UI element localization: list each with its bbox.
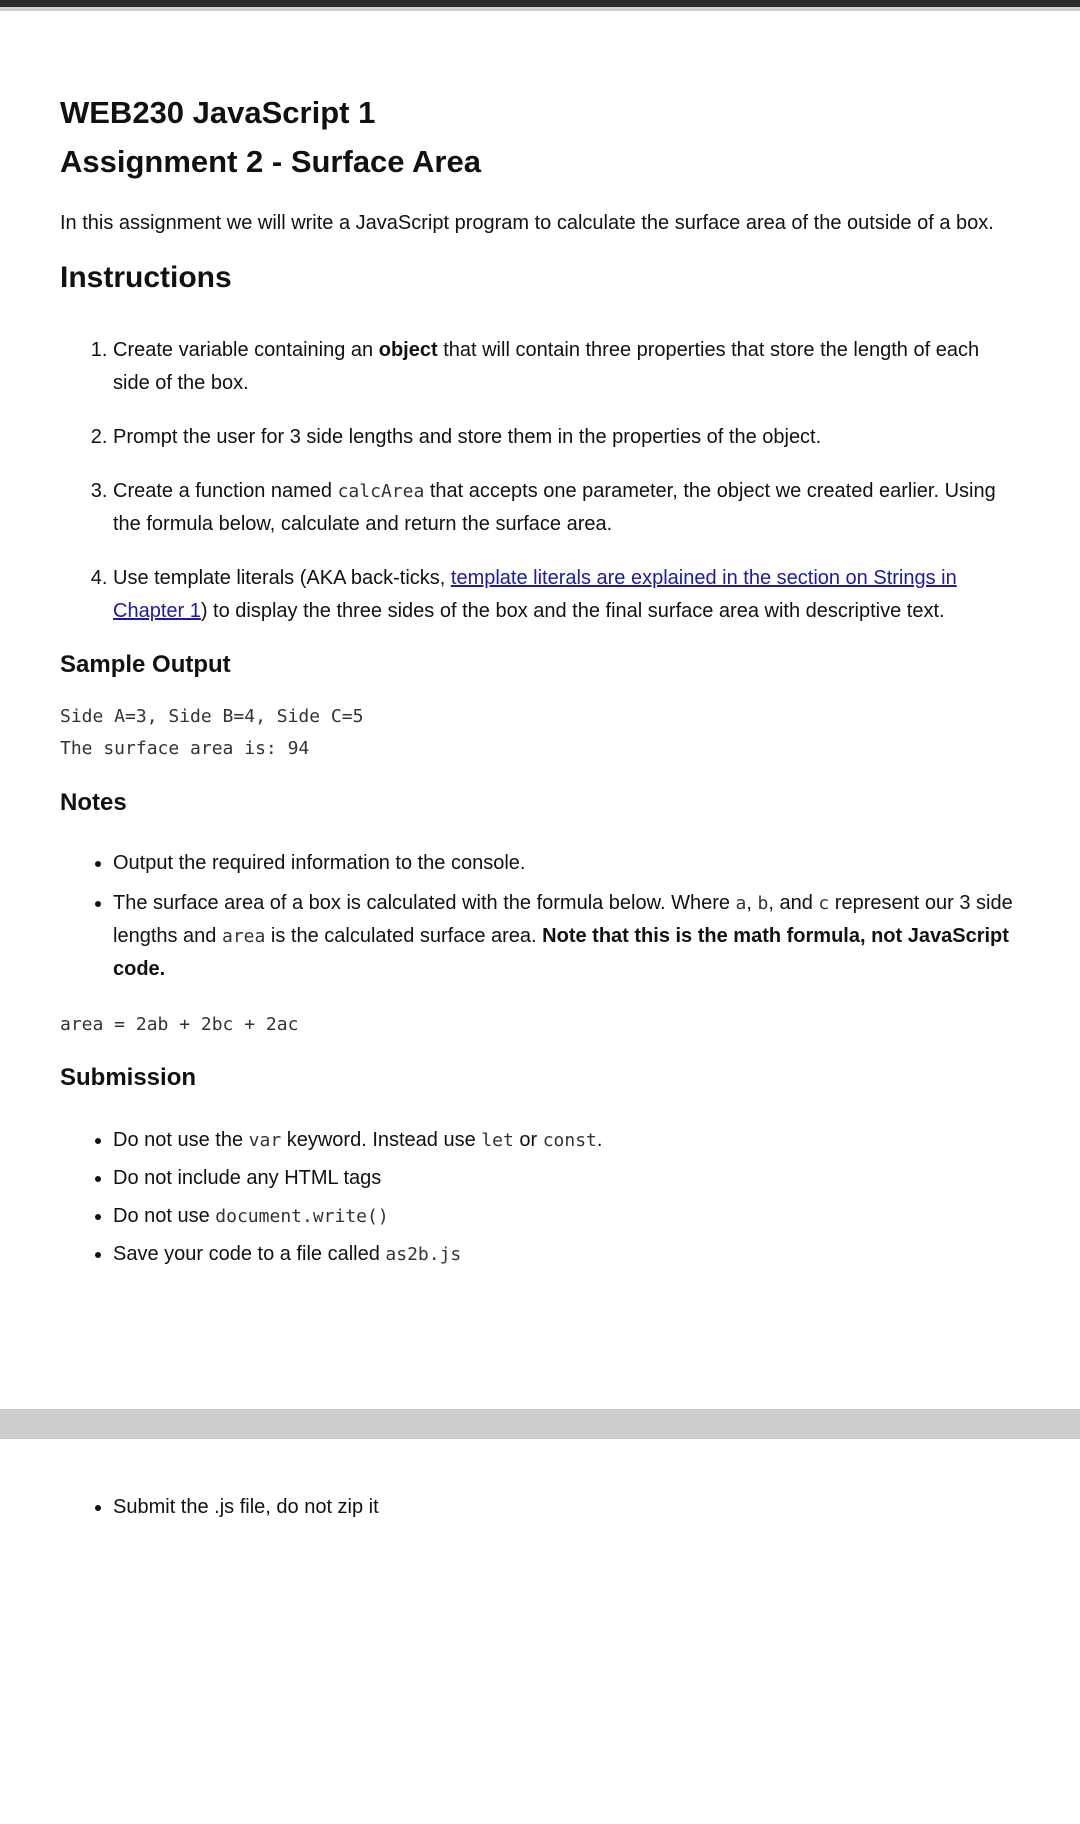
instruction-step-2: 2. Prompt the user for 3 side lengths and store them in the properties of the object.: [113, 421, 1020, 454]
intro-paragraph: In this assignment we will write a JavaScript program to calculate the surface area of the outside of a box.: [60, 212, 994, 234]
viewer-top-bar: [0, 0, 1080, 11]
submission-item-3: • Do not use document.write(): [113, 1200, 1020, 1233]
document-page-2: [0, 1439, 1080, 1824]
sample-output-line-1: Side A=3, Side B=4, Side C=5: [60, 706, 364, 727]
template-literals-link[interactable]: template literals are explained in the section on Strings in Chapter 1: [113, 567, 957, 622]
submission-list: [60, 1124, 1020, 1271]
note-item-1: • Output the required information to the console.: [113, 847, 1020, 880]
instruction-step-4: 4. Use template literals (AKA back-ticks, template literals are explained in the section on Strings in Chapter 1) to display the three sides of the box and the final surface area with descriptive text.: [113, 562, 1020, 628]
sample-output-block: [60, 701, 1020, 765]
object-keyword: object: [378, 339, 438, 361]
instructions-list: [60, 334, 1020, 628]
note-item-2: • The surface area of a box is calculated with the formula below. Where a, b, and c represent our 3 side lengths and area is the calculated surface area. Note that this is the math formula, not JavaScript code.: [113, 887, 1020, 986]
course-title: WEB230 JavaScript 1: [60, 95, 376, 130]
instructions-heading: Instructions: [60, 261, 232, 294]
document-page-1: [0, 11, 1080, 1409]
submission-item-1: • Do not use the var keyword. Instead use let or const.: [113, 1124, 1020, 1157]
sample-output-line-2: The surface area is: 94: [60, 738, 310, 759]
page-break-divider: [0, 1409, 1080, 1439]
submission-list-continued: [60, 1491, 1020, 1524]
calc-area-code: calcArea: [337, 481, 425, 502]
notes-list: [60, 847, 1020, 986]
submission-item-5: • Submit the .js file, do not zip it: [113, 1491, 1020, 1524]
instruction-step-3: 3. Create a function named calcArea that accepts one parameter, the object we created earlier. Using the formula below, calculate and return the surface area.: [113, 475, 1020, 541]
submission-item-4: • Save your code to a file called as2b.js: [113, 1238, 1020, 1271]
submission-item-2: • Do not include any HTML tags: [113, 1162, 1020, 1195]
instruction-step-1: 1. Create variable containing an object that will contain three properties that store the length of each side of the box.: [113, 334, 1020, 400]
notes-heading: Notes: [60, 789, 127, 816]
submission-heading: Submission: [60, 1064, 197, 1091]
formula-block: area = 2ab + 2bc + 2ac: [60, 1014, 299, 1035]
assignment-title: Assignment 2 - Surface Area: [60, 144, 481, 179]
sample-output-heading: Sample Output: [60, 651, 231, 678]
